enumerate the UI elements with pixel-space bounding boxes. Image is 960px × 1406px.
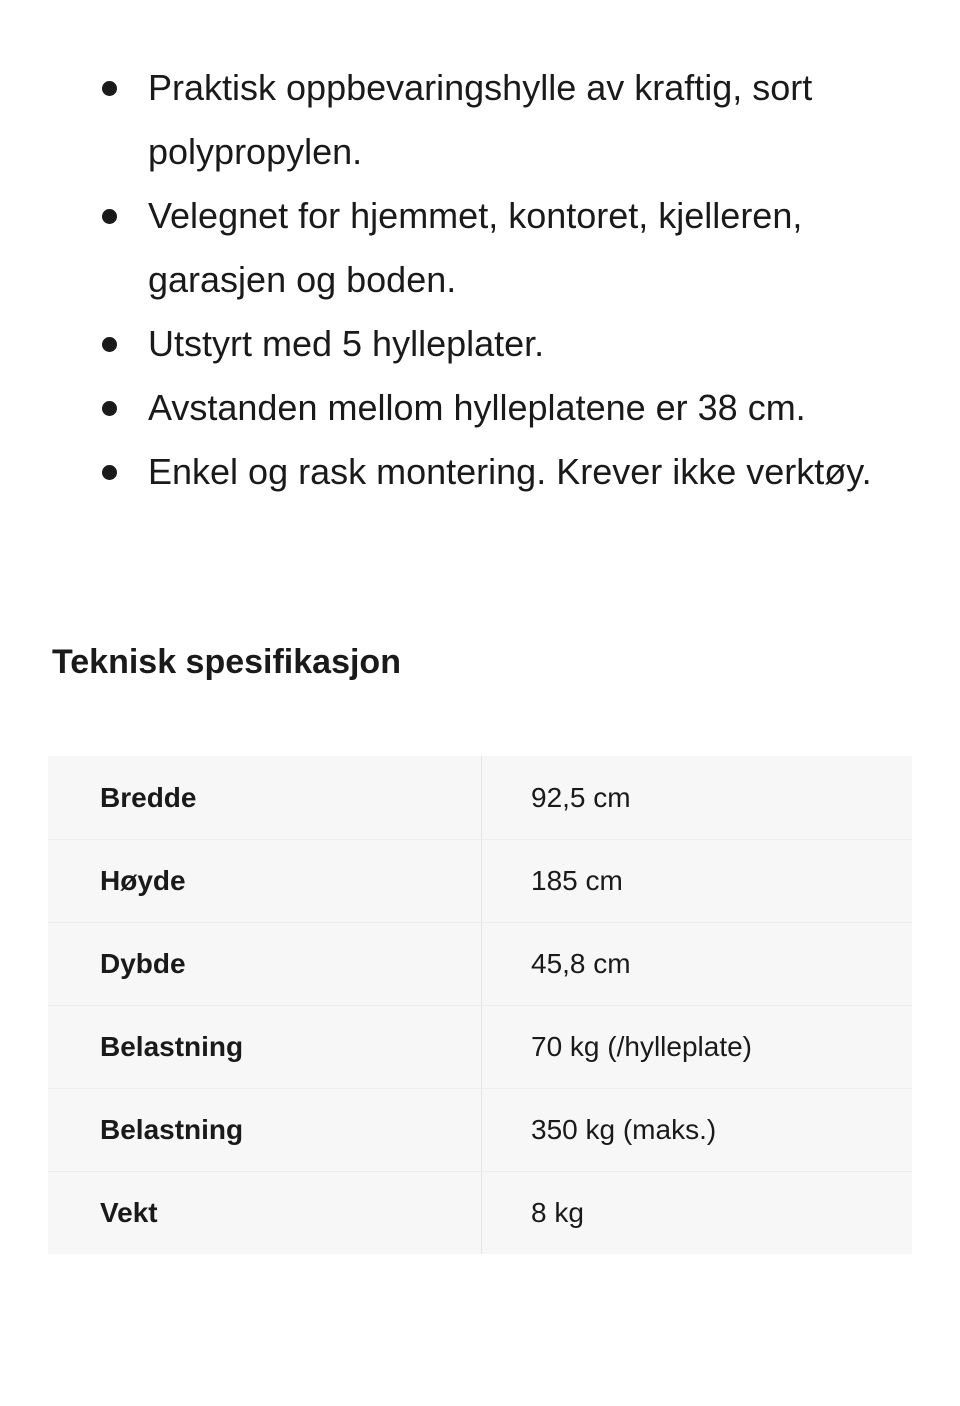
feature-text: Avstanden mellom hylleplatene er 38 cm. [148, 387, 806, 428]
spec-label: Bredde [100, 781, 197, 813]
spec-table [48, 756, 912, 1254]
feature-list-item [148, 376, 916, 440]
feature-text: Praktisk oppbevaringshylle av kraftig, sort polypropylen. [148, 67, 813, 172]
feature-list-item [148, 312, 916, 376]
bullet-icon [102, 465, 117, 480]
spec-value: 8 kg [481, 1172, 912, 1254]
bullet-icon [102, 209, 117, 224]
bullet-icon [102, 337, 117, 352]
spec-section-title: Teknisk spesifikasjon [52, 643, 401, 681]
spec-value: 185 cm [481, 840, 912, 922]
bullet-icon [102, 401, 117, 416]
table-row [48, 839, 912, 922]
table-row [48, 1171, 912, 1254]
spec-label: Høyde [100, 865, 186, 896]
spec-label: Belastning [100, 1031, 244, 1062]
feature-text: Velegnet for hjemmet, kontoret, kjelleren, garasjen og boden. [148, 195, 803, 300]
feature-list-item [148, 56, 916, 184]
spec-value: 350 kg (maks.) [481, 1089, 912, 1171]
spec-label: Belastning [100, 1114, 244, 1145]
feature-text: Enkel og rask montering. Krever ikke verktøy. [148, 451, 872, 492]
feature-text: Utstyrt med 5 hylleplater. [148, 323, 545, 364]
table-row [48, 756, 912, 839]
feature-list-item [148, 440, 916, 504]
table-row [48, 1088, 912, 1171]
spec-label: Dybde [100, 948, 186, 979]
spec-value: 92,5 cm [481, 756, 912, 839]
table-row [48, 1005, 912, 1088]
bullet-icon [102, 81, 117, 96]
spec-label: Vekt [100, 1197, 158, 1228]
feature-list [0, 0, 960, 504]
feature-list-item [148, 184, 916, 312]
table-row [48, 922, 912, 1005]
spec-value: 45,8 cm [481, 923, 912, 1005]
spec-value: 70 kg (/hylleplate) [481, 1006, 912, 1088]
